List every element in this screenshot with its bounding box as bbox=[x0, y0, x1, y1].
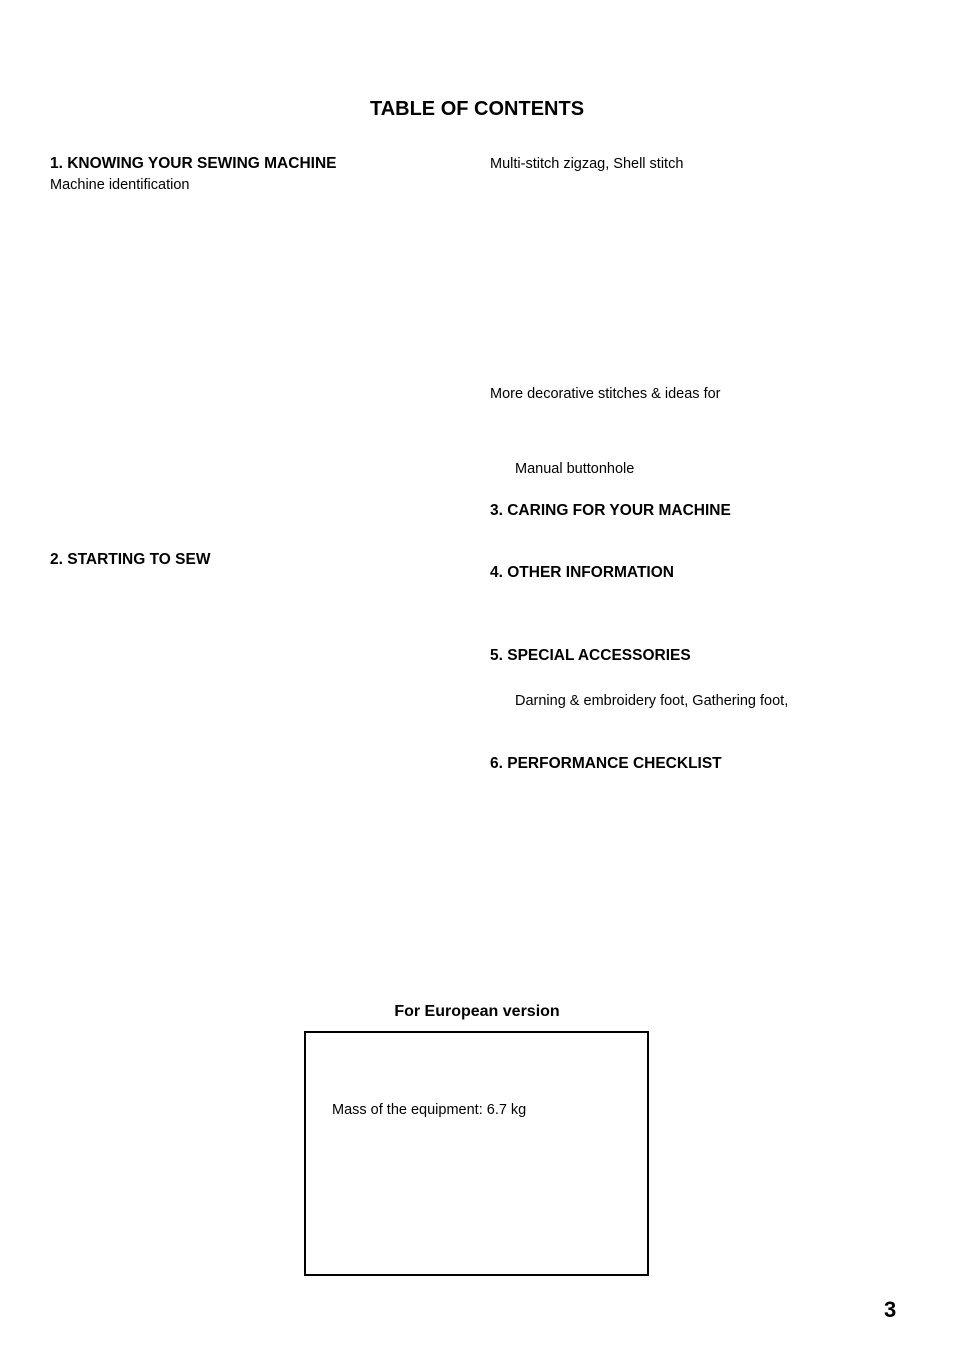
european-version-box bbox=[304, 1031, 649, 1276]
page-number: 3 bbox=[884, 1297, 897, 1322]
toc-item-machine-identification: Machine identification bbox=[50, 177, 190, 193]
section-4-heading: 4. OTHER INFORMATION bbox=[490, 564, 674, 581]
toc-item-decorative-stitches: More decorative stitches & ideas for bbox=[490, 386, 721, 402]
section-1-heading: 1. KNOWING YOUR SEWING MACHINE bbox=[50, 155, 337, 172]
section-2-heading: 2. STARTING TO SEW bbox=[50, 551, 211, 568]
section-3-heading: 3. CARING FOR YOUR MACHINE bbox=[490, 502, 731, 519]
toc-item-darning-foot: Darning & embroidery foot, Gathering foot, bbox=[515, 693, 789, 709]
equipment-mass: Mass of the equipment: 6.7 kg bbox=[332, 1102, 527, 1118]
section-6-heading: 6. PERFORMANCE CHECKLIST bbox=[490, 755, 722, 772]
toc-item-manual-buttonhole: Manual buttonhole bbox=[515, 461, 635, 477]
section-5-heading: 5. SPECIAL ACCESSORIES bbox=[490, 647, 691, 664]
european-version-heading: For European version bbox=[394, 1003, 560, 1020]
toc-item-multi-stitch-zigzag: Multi-stitch zigzag, Shell stitch bbox=[490, 156, 684, 172]
page-title: TABLE OF CONTENTS bbox=[369, 98, 585, 120]
